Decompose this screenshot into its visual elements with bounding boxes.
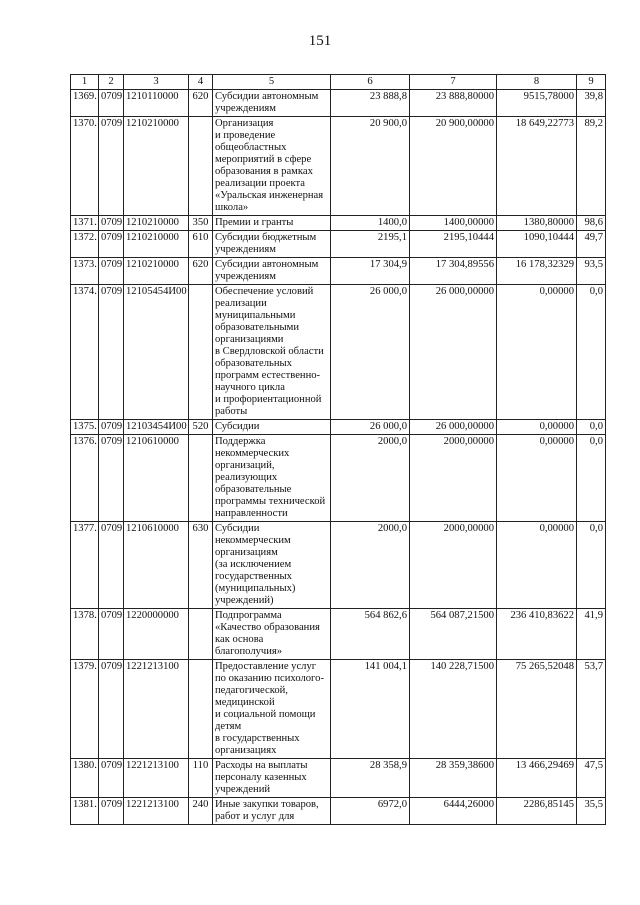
executed-amount: 9515,78000 xyxy=(497,90,577,117)
item-name-line: реализации проекта xyxy=(215,178,305,189)
item-name-line: учреждениям xyxy=(215,271,276,282)
section-code: 0709 xyxy=(99,660,124,759)
row-number: 1375. xyxy=(71,420,99,435)
execution-percent: 39,8 xyxy=(577,90,606,117)
item-name-line: «Качество образования xyxy=(215,622,320,633)
execution-percent: 93,5 xyxy=(577,258,606,285)
execution-percent: 35,5 xyxy=(577,798,606,825)
item-name xyxy=(213,231,331,258)
section-code: 0709 xyxy=(99,117,124,216)
item-name-line: некоммерческим xyxy=(215,535,291,546)
item-name-line: образовательные xyxy=(215,484,292,495)
approved-amount: 2195,1 xyxy=(331,231,410,258)
item-name-line: по оказанию психолого- xyxy=(215,673,324,684)
expense-type: 620 xyxy=(189,258,213,285)
approved-amount: 26 000,0 xyxy=(331,420,410,435)
planned-amount: 23 888,80000 xyxy=(410,90,497,117)
expense-type: 520 xyxy=(189,420,213,435)
item-name-line: педагогической, xyxy=(215,685,288,696)
row-number: 1372. xyxy=(71,231,99,258)
executed-amount: 1380,80000 xyxy=(497,216,577,231)
table-row xyxy=(71,609,606,660)
table-row xyxy=(71,759,606,798)
row-number: 1373. xyxy=(71,258,99,285)
approved-amount: 1400,0 xyxy=(331,216,410,231)
planned-amount: 1400,00000 xyxy=(410,216,497,231)
item-name-line: направленности xyxy=(215,508,288,519)
target-code: 12105454И00 xyxy=(124,285,189,420)
item-name-line: Предоставление услуг xyxy=(215,661,317,672)
approved-amount: 564 862,6 xyxy=(331,609,410,660)
planned-amount: 2000,00000 xyxy=(410,435,497,522)
item-name-line: организациям xyxy=(215,547,278,558)
item-name xyxy=(213,798,331,825)
item-name-line: Субсидии xyxy=(215,421,260,432)
column-header-4: 4 xyxy=(189,75,213,90)
item-name-line: и социальной помощи xyxy=(215,709,316,720)
item-name-line: организаций, xyxy=(215,460,275,471)
section-code: 0709 xyxy=(99,258,124,285)
expense-type xyxy=(189,435,213,522)
item-name-line: Организация xyxy=(215,118,274,129)
item-name-line: детям xyxy=(215,721,242,732)
item-name-line: Субсидии бюджетным xyxy=(215,232,317,243)
target-code: 1221213100 xyxy=(124,660,189,759)
row-number: 1377. xyxy=(71,522,99,609)
item-name-line: персоналу казенных xyxy=(215,772,307,783)
item-name-line: научного цикла xyxy=(215,382,285,393)
expense-type: 630 xyxy=(189,522,213,609)
item-name-line: государственных xyxy=(215,571,292,582)
planned-amount: 140 228,71500 xyxy=(410,660,497,759)
item-name-line: Подпрограмма xyxy=(215,610,282,621)
row-number: 1378. xyxy=(71,609,99,660)
item-name-line: «Уральская инженерная xyxy=(215,190,324,201)
table-row xyxy=(71,522,606,609)
item-name-line: Субсидии xyxy=(215,523,260,534)
table-row xyxy=(71,420,606,435)
planned-amount: 2000,00000 xyxy=(410,522,497,609)
item-name-line: в государственных xyxy=(215,733,300,744)
budget-table xyxy=(70,74,606,825)
expense-type: 610 xyxy=(189,231,213,258)
approved-amount: 141 004,1 xyxy=(331,660,410,759)
planned-amount: 564 087,21500 xyxy=(410,609,497,660)
executed-amount: 18 649,22773 xyxy=(497,117,577,216)
column-header-1: 1 xyxy=(71,75,99,90)
executed-amount: 75 265,52048 xyxy=(497,660,577,759)
target-code: 12103454И00 xyxy=(124,420,189,435)
item-name-line: образовательных xyxy=(215,358,292,369)
item-name-line: благополучия» xyxy=(215,646,283,657)
column-header-6: 6 xyxy=(331,75,410,90)
item-name-line: мероприятий в сфере xyxy=(215,154,312,165)
target-code: 1221213100 xyxy=(124,759,189,798)
item-name-line: как основа xyxy=(215,634,264,645)
item-name-line: реализации xyxy=(215,298,267,309)
item-name-line: учреждений xyxy=(215,784,271,795)
item-name-line: некоммерческих xyxy=(215,448,290,459)
executed-amount: 0,00000 xyxy=(497,420,577,435)
approved-amount: 6972,0 xyxy=(331,798,410,825)
planned-amount: 26 000,00000 xyxy=(410,420,497,435)
section-code: 0709 xyxy=(99,231,124,258)
item-name-line: организациях xyxy=(215,745,277,756)
table-row xyxy=(71,117,606,216)
item-name-line: работ и услуг для xyxy=(215,811,295,822)
approved-amount: 17 304,9 xyxy=(331,258,410,285)
planned-amount: 26 000,00000 xyxy=(410,285,497,420)
execution-percent: 49,7 xyxy=(577,231,606,258)
table-row xyxy=(71,216,606,231)
item-name-line: Субсидии автономным xyxy=(215,91,319,102)
executed-amount: 2286,85145 xyxy=(497,798,577,825)
executed-amount: 1090,10444 xyxy=(497,231,577,258)
table-row xyxy=(71,258,606,285)
table-row xyxy=(71,285,606,420)
item-name-line: общеобластных xyxy=(215,142,287,153)
table-row xyxy=(71,660,606,759)
item-name xyxy=(213,435,331,522)
target-code: 1210210000 xyxy=(124,258,189,285)
execution-percent: 89,2 xyxy=(577,117,606,216)
item-name xyxy=(213,258,331,285)
item-name-line: Расходы на выплаты xyxy=(215,760,308,771)
approved-amount: 26 000,0 xyxy=(331,285,410,420)
expense-type: 350 xyxy=(189,216,213,231)
execution-percent: 53,7 xyxy=(577,660,606,759)
item-name-line: программы технической xyxy=(215,496,326,507)
item-name xyxy=(213,420,331,435)
item-name xyxy=(213,216,331,231)
planned-amount: 2195,10444 xyxy=(410,231,497,258)
item-name xyxy=(213,660,331,759)
execution-percent: 0,0 xyxy=(577,420,606,435)
row-number: 1374. xyxy=(71,285,99,420)
item-name-line: в Свердловской области xyxy=(215,346,324,357)
table-body xyxy=(71,90,606,825)
approved-amount: 20 900,0 xyxy=(331,117,410,216)
approved-amount: 2000,0 xyxy=(331,522,410,609)
target-code: 1210610000 xyxy=(124,435,189,522)
table-header xyxy=(71,75,606,90)
section-code: 0709 xyxy=(99,435,124,522)
item-name-line: (муниципальных) xyxy=(215,583,296,594)
target-code: 1210210000 xyxy=(124,216,189,231)
table-row xyxy=(71,435,606,522)
section-code: 0709 xyxy=(99,759,124,798)
row-number: 1369. xyxy=(71,90,99,117)
header-row xyxy=(71,75,606,90)
target-code: 1221213100 xyxy=(124,798,189,825)
table-row xyxy=(71,231,606,258)
target-code: 1210210000 xyxy=(124,117,189,216)
row-number: 1381. xyxy=(71,798,99,825)
section-code: 0709 xyxy=(99,522,124,609)
column-header-8: 8 xyxy=(497,75,577,90)
executed-amount: 236 410,83622 xyxy=(497,609,577,660)
column-header-5: 5 xyxy=(213,75,331,90)
execution-percent: 98,6 xyxy=(577,216,606,231)
expense-type xyxy=(189,660,213,759)
executed-amount: 0,00000 xyxy=(497,285,577,420)
item-name xyxy=(213,759,331,798)
column-header-7: 7 xyxy=(410,75,497,90)
execution-percent: 0,0 xyxy=(577,435,606,522)
planned-amount: 17 304,89556 xyxy=(410,258,497,285)
row-number: 1371. xyxy=(71,216,99,231)
planned-amount: 28 359,38600 xyxy=(410,759,497,798)
item-name-line: Субсидии автономным xyxy=(215,259,319,270)
planned-amount: 6444,26000 xyxy=(410,798,497,825)
executed-amount: 16 178,32329 xyxy=(497,258,577,285)
executed-amount: 13 466,29469 xyxy=(497,759,577,798)
item-name-line: образовательными xyxy=(215,322,300,333)
item-name-line: учреждений) xyxy=(215,595,274,606)
item-name xyxy=(213,609,331,660)
item-name-line: программ естественно- xyxy=(215,370,321,381)
item-name-line: и профориентационной xyxy=(215,394,322,405)
item-name-line: учреждениям xyxy=(215,244,276,255)
item-name-line: (за исключением xyxy=(215,559,292,570)
item-name xyxy=(213,522,331,609)
executed-amount: 0,00000 xyxy=(497,435,577,522)
target-code: 1210210000 xyxy=(124,231,189,258)
approved-amount: 2000,0 xyxy=(331,435,410,522)
item-name-line: Поддержка xyxy=(215,436,266,447)
expense-type: 240 xyxy=(189,798,213,825)
item-name-line: реализующих xyxy=(215,472,278,483)
execution-percent: 41,9 xyxy=(577,609,606,660)
approved-amount: 28 358,9 xyxy=(331,759,410,798)
section-code: 0709 xyxy=(99,285,124,420)
item-name-line: Премии и гранты xyxy=(215,217,294,228)
expense-type: 620 xyxy=(189,90,213,117)
execution-percent: 0,0 xyxy=(577,285,606,420)
execution-percent: 47,5 xyxy=(577,759,606,798)
row-number: 1376. xyxy=(71,435,99,522)
approved-amount: 23 888,8 xyxy=(331,90,410,117)
expense-type xyxy=(189,285,213,420)
item-name-line: школа» xyxy=(215,202,249,213)
table-row xyxy=(71,90,606,117)
column-header-3: 3 xyxy=(124,75,189,90)
target-code: 1210610000 xyxy=(124,522,189,609)
row-number: 1379. xyxy=(71,660,99,759)
table-row xyxy=(71,798,606,825)
item-name-line: и проведение xyxy=(215,130,276,141)
expense-type: 110 xyxy=(189,759,213,798)
item-name xyxy=(213,90,331,117)
expense-type xyxy=(189,117,213,216)
item-name-line: работы xyxy=(215,406,248,417)
section-code: 0709 xyxy=(99,798,124,825)
item-name-line: образования в рамках xyxy=(215,166,313,177)
item-name-line: организациями xyxy=(215,334,284,345)
row-number: 1380. xyxy=(71,759,99,798)
section-code: 0709 xyxy=(99,420,124,435)
item-name-line: Иные закупки товаров, xyxy=(215,799,319,810)
target-code: 1220000000 xyxy=(124,609,189,660)
planned-amount: 20 900,00000 xyxy=(410,117,497,216)
item-name-line: Обеспечение условий xyxy=(215,286,314,297)
row-number: 1370. xyxy=(71,117,99,216)
section-code: 0709 xyxy=(99,609,124,660)
column-header-2: 2 xyxy=(99,75,124,90)
section-code: 0709 xyxy=(99,216,124,231)
column-header-9: 9 xyxy=(577,75,606,90)
item-name xyxy=(213,117,331,216)
item-name-line: медицинской xyxy=(215,697,275,708)
item-name-line: муниципальными xyxy=(215,310,296,321)
expense-type xyxy=(189,609,213,660)
item-name xyxy=(213,285,331,420)
execution-percent: 0,0 xyxy=(577,522,606,609)
section-code: 0709 xyxy=(99,90,124,117)
target-code: 1210110000 xyxy=(124,90,189,117)
executed-amount: 0,00000 xyxy=(497,522,577,609)
page-number: 151 xyxy=(308,33,332,49)
item-name-line: учреждениям xyxy=(215,103,276,114)
